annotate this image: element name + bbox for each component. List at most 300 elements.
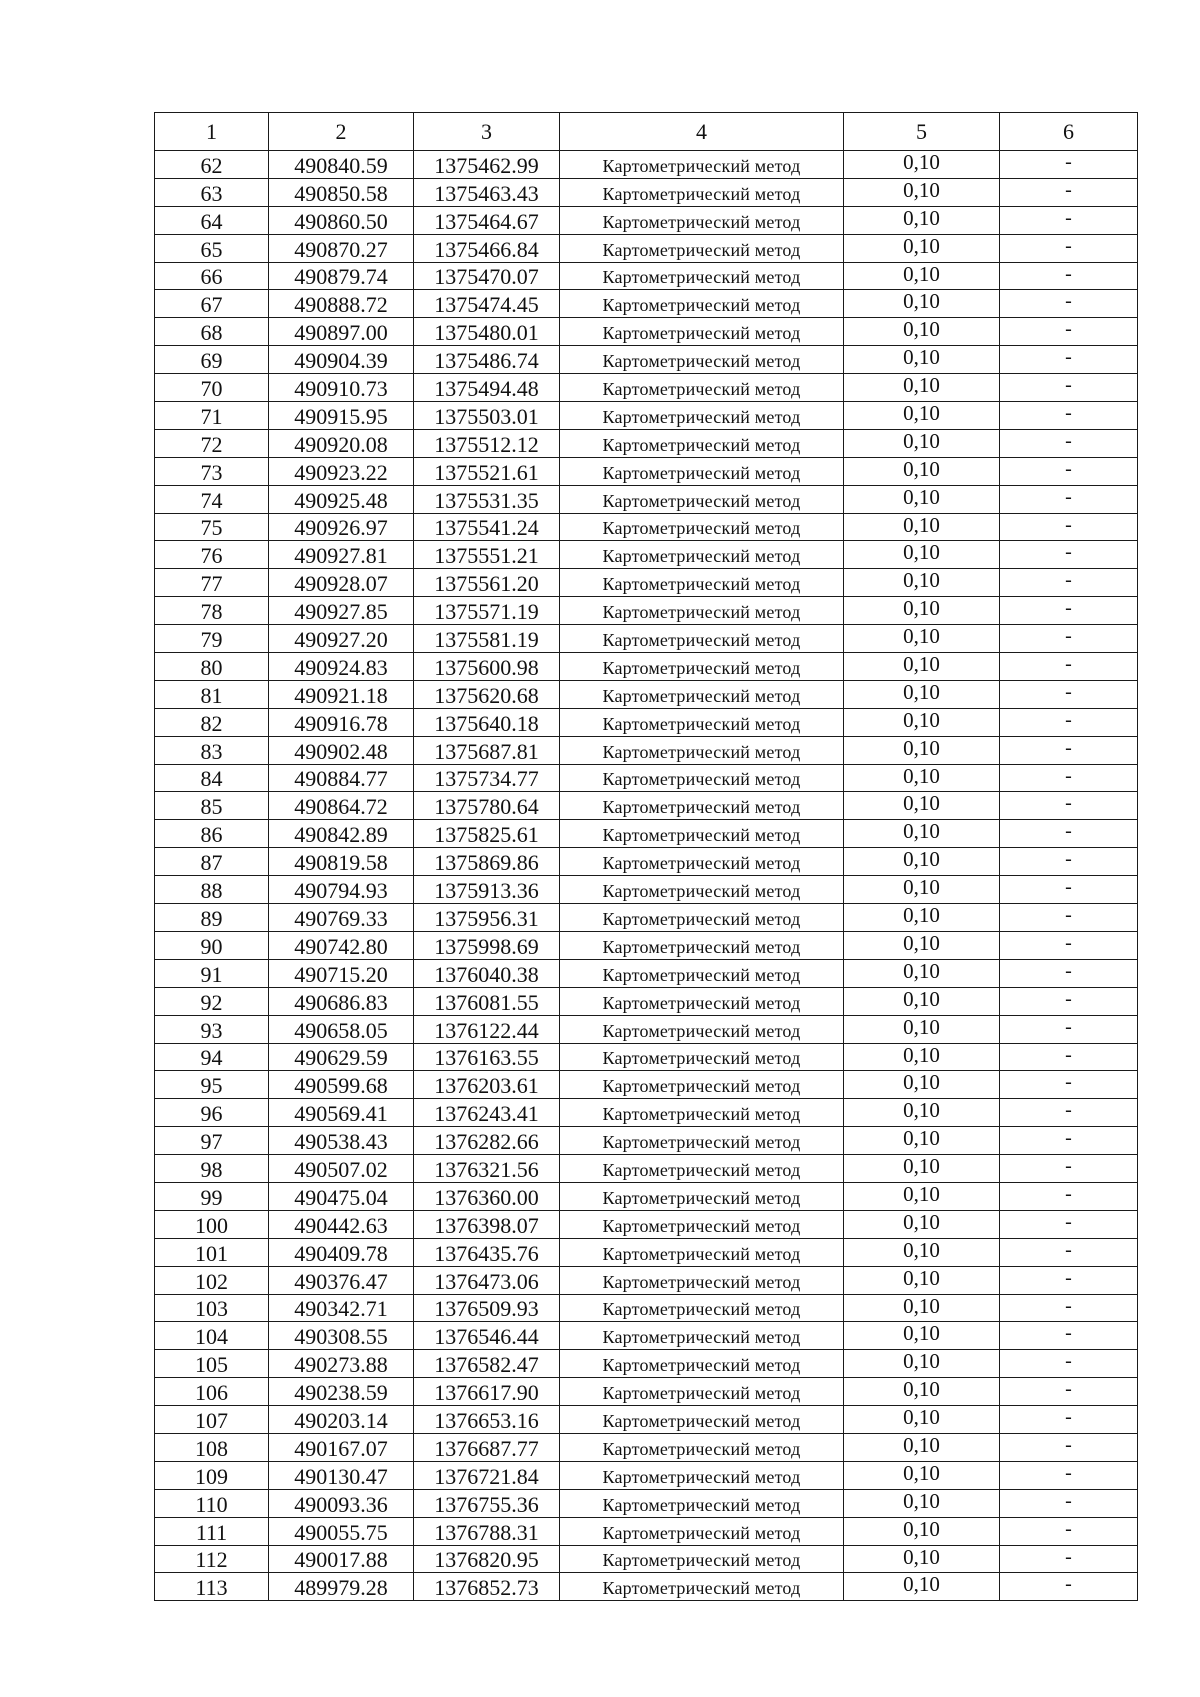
y-coordinate-cell: 1375474.45 [414, 290, 560, 318]
y-coordinate-cell: 1375541.24 [414, 513, 560, 541]
column-header-2: 2 [269, 113, 414, 151]
x-coordinate-cell: 490819.58 [269, 848, 414, 876]
x-coordinate-cell: 490870.27 [269, 234, 414, 262]
y-coordinate-cell: 1375521.61 [414, 457, 560, 485]
point-number-cell: 95 [155, 1071, 269, 1099]
note-cell: - [1000, 987, 1138, 1015]
note-cell: - [1000, 1406, 1138, 1434]
table-row [155, 1071, 1138, 1099]
method-cell: Картометрический метод [560, 904, 844, 932]
x-coordinate-cell: 490686.83 [269, 987, 414, 1015]
method-cell: Картометрический метод [560, 987, 844, 1015]
note-cell: - [1000, 513, 1138, 541]
accuracy-cell: 0,10 [844, 680, 1000, 708]
y-coordinate-cell: 1375581.19 [414, 625, 560, 653]
y-coordinate-cell: 1376687.77 [414, 1433, 560, 1461]
table-row [155, 1182, 1138, 1210]
accuracy-cell: 0,10 [844, 1461, 1000, 1489]
x-coordinate-cell: 490308.55 [269, 1322, 414, 1350]
note-cell: - [1000, 541, 1138, 569]
point-number-cell: 103 [155, 1294, 269, 1322]
accuracy-cell: 0,10 [844, 457, 1000, 485]
accuracy-cell: 0,10 [844, 931, 1000, 959]
accuracy-cell: 0,10 [844, 597, 1000, 625]
y-coordinate-cell: 1376852.73 [414, 1573, 560, 1601]
point-number-cell: 77 [155, 569, 269, 597]
y-coordinate-cell: 1376788.31 [414, 1517, 560, 1545]
y-coordinate-cell: 1376360.00 [414, 1182, 560, 1210]
y-coordinate-cell: 1375913.36 [414, 876, 560, 904]
table-row [155, 1322, 1138, 1350]
y-coordinate-cell: 1375480.01 [414, 318, 560, 346]
note-cell: - [1000, 848, 1138, 876]
x-coordinate-cell: 490923.22 [269, 457, 414, 485]
x-coordinate-cell: 490910.73 [269, 374, 414, 402]
accuracy-cell: 0,10 [844, 904, 1000, 932]
accuracy-cell: 0,10 [844, 290, 1000, 318]
table-row [155, 1489, 1138, 1517]
x-coordinate-cell: 490921.18 [269, 680, 414, 708]
table-row [155, 1350, 1138, 1378]
x-coordinate-cell: 490507.02 [269, 1155, 414, 1183]
note-cell: - [1000, 1155, 1138, 1183]
method-cell: Картометрический метод [560, 848, 844, 876]
x-coordinate-cell: 490794.93 [269, 876, 414, 904]
y-coordinate-cell: 1375620.68 [414, 680, 560, 708]
method-cell: Картометрический метод [560, 1406, 844, 1434]
method-cell: Картометрический метод [560, 1099, 844, 1127]
point-number-cell: 82 [155, 708, 269, 736]
point-number-cell: 89 [155, 904, 269, 932]
x-coordinate-cell: 490925.48 [269, 485, 414, 513]
accuracy-cell: 0,10 [844, 1182, 1000, 1210]
note-cell: - [1000, 1043, 1138, 1071]
y-coordinate-cell: 1375512.12 [414, 429, 560, 457]
method-cell: Картометрический метод [560, 1238, 844, 1266]
point-number-cell: 81 [155, 680, 269, 708]
note-cell: - [1000, 1350, 1138, 1378]
point-number-cell: 62 [155, 151, 269, 179]
point-number-cell: 88 [155, 876, 269, 904]
note-cell: - [1000, 597, 1138, 625]
method-cell: Картометрический метод [560, 290, 844, 318]
point-number-cell: 108 [155, 1433, 269, 1461]
point-number-cell: 84 [155, 764, 269, 792]
accuracy-cell: 0,10 [844, 1322, 1000, 1350]
table-row [155, 931, 1138, 959]
table-row [155, 653, 1138, 681]
table-row [155, 820, 1138, 848]
y-coordinate-cell: 1376081.55 [414, 987, 560, 1015]
point-number-cell: 99 [155, 1182, 269, 1210]
method-cell: Картометрический метод [560, 318, 844, 346]
x-coordinate-cell: 490920.08 [269, 429, 414, 457]
accuracy-cell: 0,10 [844, 820, 1000, 848]
point-number-cell: 105 [155, 1350, 269, 1378]
method-cell: Картометрический метод [560, 708, 844, 736]
point-number-cell: 113 [155, 1573, 269, 1601]
method-cell: Картометрический метод [560, 346, 844, 374]
table-row [155, 513, 1138, 541]
note-cell: - [1000, 1545, 1138, 1573]
method-cell: Картометрический метод [560, 374, 844, 402]
x-coordinate-cell: 490167.07 [269, 1433, 414, 1461]
table-row [155, 1461, 1138, 1489]
point-number-cell: 110 [155, 1489, 269, 1517]
y-coordinate-cell: 1376721.84 [414, 1461, 560, 1489]
method-cell: Картометрический метод [560, 876, 844, 904]
accuracy-cell: 0,10 [844, 1127, 1000, 1155]
note-cell: - [1000, 904, 1138, 932]
method-cell: Картометрический метод [560, 429, 844, 457]
note-cell: - [1000, 346, 1138, 374]
note-cell: - [1000, 374, 1138, 402]
note-cell: - [1000, 1433, 1138, 1461]
method-cell: Картометрический метод [560, 1517, 844, 1545]
y-coordinate-cell: 1375571.19 [414, 597, 560, 625]
table-row [155, 290, 1138, 318]
x-coordinate-cell: 490409.78 [269, 1238, 414, 1266]
table-row [155, 1545, 1138, 1573]
y-coordinate-cell: 1376473.06 [414, 1266, 560, 1294]
method-cell: Картометрический метод [560, 541, 844, 569]
point-number-cell: 66 [155, 262, 269, 290]
table-row [155, 959, 1138, 987]
method-cell: Картометрический метод [560, 485, 844, 513]
y-coordinate-cell: 1375561.20 [414, 569, 560, 597]
y-coordinate-cell: 1375466.84 [414, 234, 560, 262]
table-body [155, 151, 1138, 1601]
point-number-cell: 73 [155, 457, 269, 485]
table-row [155, 402, 1138, 430]
table-row [155, 736, 1138, 764]
x-coordinate-cell: 490928.07 [269, 569, 414, 597]
x-coordinate-cell: 490376.47 [269, 1266, 414, 1294]
point-number-cell: 71 [155, 402, 269, 430]
point-number-cell: 69 [155, 346, 269, 374]
y-coordinate-cell: 1375869.86 [414, 848, 560, 876]
note-cell: - [1000, 959, 1138, 987]
table-row [155, 374, 1138, 402]
x-coordinate-cell: 490273.88 [269, 1350, 414, 1378]
table-row [155, 680, 1138, 708]
point-number-cell: 85 [155, 792, 269, 820]
point-number-cell: 78 [155, 597, 269, 625]
table-row [155, 1127, 1138, 1155]
method-cell: Картометрический метод [560, 1127, 844, 1155]
note-cell: - [1000, 429, 1138, 457]
column-header-3: 3 [414, 113, 560, 151]
point-number-cell: 65 [155, 234, 269, 262]
accuracy-cell: 0,10 [844, 234, 1000, 262]
method-cell: Картометрический метод [560, 1155, 844, 1183]
y-coordinate-cell: 1375463.43 [414, 178, 560, 206]
note-cell: - [1000, 234, 1138, 262]
note-cell: - [1000, 820, 1138, 848]
table-row [155, 178, 1138, 206]
y-coordinate-cell: 1375503.01 [414, 402, 560, 430]
accuracy-cell: 0,10 [844, 708, 1000, 736]
accuracy-cell: 0,10 [844, 541, 1000, 569]
accuracy-cell: 0,10 [844, 1350, 1000, 1378]
y-coordinate-cell: 1375486.74 [414, 346, 560, 374]
y-coordinate-cell: 1376509.93 [414, 1294, 560, 1322]
accuracy-cell: 0,10 [844, 1489, 1000, 1517]
point-number-cell: 63 [155, 178, 269, 206]
point-number-cell: 100 [155, 1210, 269, 1238]
point-number-cell: 86 [155, 820, 269, 848]
accuracy-cell: 0,10 [844, 959, 1000, 987]
method-cell: Картометрический метод [560, 1071, 844, 1099]
method-cell: Картометрический метод [560, 1378, 844, 1406]
table-row [155, 1406, 1138, 1434]
x-coordinate-cell: 490658.05 [269, 1015, 414, 1043]
table-row [155, 1099, 1138, 1127]
y-coordinate-cell: 1376582.47 [414, 1350, 560, 1378]
accuracy-cell: 0,10 [844, 346, 1000, 374]
x-coordinate-cell: 490093.36 [269, 1489, 414, 1517]
point-number-cell: 111 [155, 1517, 269, 1545]
method-cell: Картометрический метод [560, 1043, 844, 1071]
y-coordinate-cell: 1375780.64 [414, 792, 560, 820]
note-cell: - [1000, 1322, 1138, 1350]
table-row [155, 597, 1138, 625]
table-row [155, 262, 1138, 290]
x-coordinate-cell: 490475.04 [269, 1182, 414, 1210]
point-number-cell: 106 [155, 1378, 269, 1406]
accuracy-cell: 0,10 [844, 1015, 1000, 1043]
x-coordinate-cell: 490879.74 [269, 262, 414, 290]
accuracy-cell: 0,10 [844, 1573, 1000, 1601]
note-cell: - [1000, 1378, 1138, 1406]
y-coordinate-cell: 1375494.48 [414, 374, 560, 402]
y-coordinate-cell: 1375470.07 [414, 262, 560, 290]
note-cell: - [1000, 262, 1138, 290]
table-row [155, 1517, 1138, 1545]
point-number-cell: 93 [155, 1015, 269, 1043]
note-cell: - [1000, 402, 1138, 430]
table-row [155, 987, 1138, 1015]
method-cell: Картометрический метод [560, 513, 844, 541]
y-coordinate-cell: 1376398.07 [414, 1210, 560, 1238]
point-number-cell: 68 [155, 318, 269, 346]
y-coordinate-cell: 1375600.98 [414, 653, 560, 681]
accuracy-cell: 0,10 [844, 402, 1000, 430]
accuracy-cell: 0,10 [844, 569, 1000, 597]
x-coordinate-cell: 490864.72 [269, 792, 414, 820]
accuracy-cell: 0,10 [844, 262, 1000, 290]
x-coordinate-cell: 490769.33 [269, 904, 414, 932]
point-number-cell: 107 [155, 1406, 269, 1434]
y-coordinate-cell: 1375464.67 [414, 206, 560, 234]
x-coordinate-cell: 490850.58 [269, 178, 414, 206]
accuracy-cell: 0,10 [844, 429, 1000, 457]
accuracy-cell: 0,10 [844, 625, 1000, 653]
accuracy-cell: 0,10 [844, 987, 1000, 1015]
accuracy-cell: 0,10 [844, 1294, 1000, 1322]
accuracy-cell: 0,10 [844, 151, 1000, 179]
table-row [155, 206, 1138, 234]
table-row [155, 1433, 1138, 1461]
table-row [155, 318, 1138, 346]
note-cell: - [1000, 708, 1138, 736]
accuracy-cell: 0,10 [844, 178, 1000, 206]
method-cell: Картометрический метод [560, 959, 844, 987]
method-cell: Картометрический метод [560, 736, 844, 764]
x-coordinate-cell: 490884.77 [269, 764, 414, 792]
y-coordinate-cell: 1376163.55 [414, 1043, 560, 1071]
note-cell: - [1000, 290, 1138, 318]
note-cell: - [1000, 1238, 1138, 1266]
point-number-cell: 112 [155, 1545, 269, 1573]
table-row [155, 1294, 1138, 1322]
x-coordinate-cell: 490915.95 [269, 402, 414, 430]
note-cell: - [1000, 625, 1138, 653]
column-header-5: 5 [844, 113, 1000, 151]
table-row [155, 457, 1138, 485]
method-cell: Картометрический метод [560, 178, 844, 206]
method-cell: Картометрический метод [560, 1489, 844, 1517]
table-row [155, 1238, 1138, 1266]
table-row [155, 1043, 1138, 1071]
y-coordinate-cell: 1376122.44 [414, 1015, 560, 1043]
method-cell: Картометрический метод [560, 151, 844, 179]
column-header-4: 4 [560, 113, 844, 151]
method-cell: Картометрический метод [560, 931, 844, 959]
x-coordinate-cell: 490927.20 [269, 625, 414, 653]
note-cell: - [1000, 1294, 1138, 1322]
table-row [155, 764, 1138, 792]
note-cell: - [1000, 931, 1138, 959]
x-coordinate-cell: 490715.20 [269, 959, 414, 987]
method-cell: Картометрический метод [560, 1015, 844, 1043]
x-coordinate-cell: 490442.63 [269, 1210, 414, 1238]
y-coordinate-cell: 1376820.95 [414, 1545, 560, 1573]
column-header-1: 1 [155, 113, 269, 151]
note-cell: - [1000, 1071, 1138, 1099]
y-coordinate-cell: 1376243.41 [414, 1099, 560, 1127]
accuracy-cell: 0,10 [844, 736, 1000, 764]
note-cell: - [1000, 1099, 1138, 1127]
accuracy-cell: 0,10 [844, 374, 1000, 402]
x-coordinate-cell: 490897.00 [269, 318, 414, 346]
y-coordinate-cell: 1375998.69 [414, 931, 560, 959]
accuracy-cell: 0,10 [844, 1099, 1000, 1127]
method-cell: Картометрический метод [560, 262, 844, 290]
note-cell: - [1000, 653, 1138, 681]
table-row [155, 1155, 1138, 1183]
accuracy-cell: 0,10 [844, 792, 1000, 820]
accuracy-cell: 0,10 [844, 318, 1000, 346]
note-cell: - [1000, 792, 1138, 820]
point-number-cell: 104 [155, 1322, 269, 1350]
y-coordinate-cell: 1375956.31 [414, 904, 560, 932]
note-cell: - [1000, 206, 1138, 234]
x-coordinate-cell: 490742.80 [269, 931, 414, 959]
x-coordinate-cell: 490203.14 [269, 1406, 414, 1434]
y-coordinate-cell: 1376282.66 [414, 1127, 560, 1155]
y-coordinate-cell: 1375687.81 [414, 736, 560, 764]
table-row [155, 625, 1138, 653]
x-coordinate-cell: 490130.47 [269, 1461, 414, 1489]
x-coordinate-cell: 490904.39 [269, 346, 414, 374]
y-coordinate-cell: 1376435.76 [414, 1238, 560, 1266]
y-coordinate-cell: 1376321.56 [414, 1155, 560, 1183]
point-number-cell: 102 [155, 1266, 269, 1294]
method-cell: Картометрический метод [560, 1322, 844, 1350]
y-coordinate-cell: 1375531.35 [414, 485, 560, 513]
coordinates-table [154, 112, 1138, 1601]
accuracy-cell: 0,10 [844, 485, 1000, 513]
point-number-cell: 92 [155, 987, 269, 1015]
accuracy-cell: 0,10 [844, 1155, 1000, 1183]
table-row [155, 792, 1138, 820]
x-coordinate-cell: 490599.68 [269, 1071, 414, 1099]
accuracy-cell: 0,10 [844, 764, 1000, 792]
table-row [155, 904, 1138, 932]
note-cell: - [1000, 1517, 1138, 1545]
table-header-row [155, 113, 1138, 151]
accuracy-cell: 0,10 [844, 1378, 1000, 1406]
point-number-cell: 70 [155, 374, 269, 402]
y-coordinate-cell: 1376617.90 [414, 1378, 560, 1406]
note-cell: - [1000, 178, 1138, 206]
x-coordinate-cell: 490842.89 [269, 820, 414, 848]
point-number-cell: 83 [155, 736, 269, 764]
method-cell: Картометрический метод [560, 206, 844, 234]
y-coordinate-cell: 1376653.16 [414, 1406, 560, 1434]
x-coordinate-cell: 489979.28 [269, 1573, 414, 1601]
method-cell: Картометрический метод [560, 1350, 844, 1378]
table-row [155, 708, 1138, 736]
accuracy-cell: 0,10 [844, 1406, 1000, 1434]
note-cell: - [1000, 457, 1138, 485]
x-coordinate-cell: 490538.43 [269, 1127, 414, 1155]
table-row [155, 1266, 1138, 1294]
column-header-6: 6 [1000, 113, 1138, 151]
method-cell: Картометрический метод [560, 1210, 844, 1238]
method-cell: Картометрический метод [560, 653, 844, 681]
accuracy-cell: 0,10 [844, 1517, 1000, 1545]
x-coordinate-cell: 490916.78 [269, 708, 414, 736]
method-cell: Картометрический метод [560, 234, 844, 262]
method-cell: Картометрический метод [560, 680, 844, 708]
note-cell: - [1000, 764, 1138, 792]
table-row [155, 876, 1138, 904]
accuracy-cell: 0,10 [844, 1266, 1000, 1294]
table-row [155, 1210, 1138, 1238]
table-row [155, 848, 1138, 876]
point-number-cell: 72 [155, 429, 269, 457]
accuracy-cell: 0,10 [844, 1043, 1000, 1071]
note-cell: - [1000, 1573, 1138, 1601]
y-coordinate-cell: 1376546.44 [414, 1322, 560, 1350]
accuracy-cell: 0,10 [844, 206, 1000, 234]
method-cell: Картометрический метод [560, 402, 844, 430]
accuracy-cell: 0,10 [844, 1210, 1000, 1238]
accuracy-cell: 0,10 [844, 876, 1000, 904]
table-row [155, 429, 1138, 457]
method-cell: Картометрический метод [560, 792, 844, 820]
note-cell: - [1000, 151, 1138, 179]
note-cell: - [1000, 876, 1138, 904]
method-cell: Картометрический метод [560, 764, 844, 792]
accuracy-cell: 0,10 [844, 1238, 1000, 1266]
point-number-cell: 87 [155, 848, 269, 876]
method-cell: Картометрический метод [560, 1182, 844, 1210]
accuracy-cell: 0,10 [844, 848, 1000, 876]
y-coordinate-cell: 1375462.99 [414, 151, 560, 179]
